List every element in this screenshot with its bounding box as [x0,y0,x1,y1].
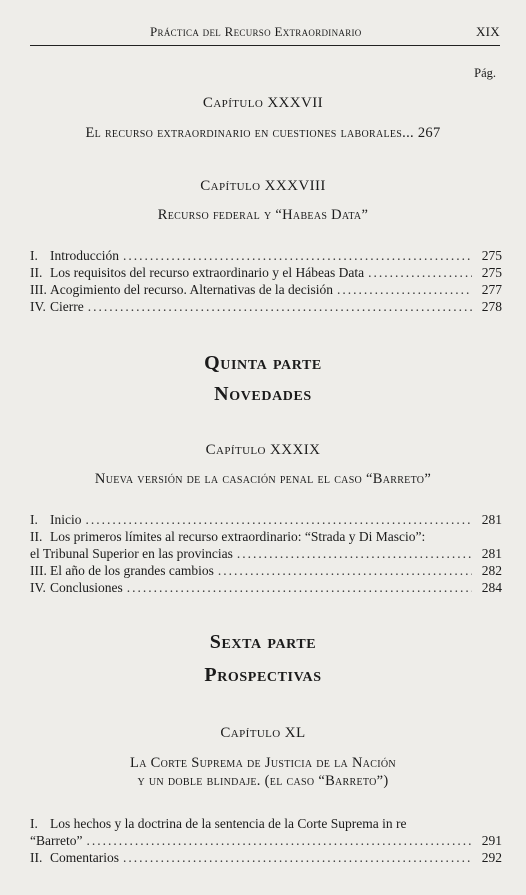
entry-page: 277 [481,282,502,297]
entry-title: Acogimiento del recurso. Alternativas de la decisión [50,282,334,297]
toc-entry [30,580,502,597]
entry-title-continuation: el Tribunal Superior en las provincias [30,546,233,561]
header-rule [30,45,500,46]
dot-leader [86,833,472,849]
pag-label: Pág. [474,66,496,80]
dot-leader [337,282,472,298]
entry-number: III. [30,563,47,578]
toc-entry [30,282,502,299]
entry-title: Los requisitos del recurso extraordinario y el Hábeas Data [50,265,365,280]
entry-title: Comentarios [50,850,119,865]
chapter-40-heading: Capítulo XL [220,725,306,741]
toc-entry-continuation [30,833,502,850]
entry-page: 278 [481,299,502,314]
chapter-38-heading: Capítulo XXXVIII [200,178,326,194]
part-6-subtitle: Prospectivas [204,664,322,686]
entry-page: 284 [481,580,502,595]
chapter-39-entries [30,512,502,597]
toc-entry [30,850,502,867]
entry-number: IV. [30,299,46,314]
entry-number: I. [30,816,38,831]
toc-entry [30,816,502,833]
toc-entry [30,529,502,546]
dot-leader [123,248,472,264]
dot-leader [237,546,472,562]
page-number: XIX [475,24,500,39]
entry-title: Los primeros límites al recurso extraordinario: “Strada y Di Mascio”: [50,529,426,544]
entry-number: II. [30,529,43,544]
toc-entry [30,563,502,580]
chapter-39-subject: Nueva versión de la casación penal el caso “Barreto” [94,471,432,487]
entry-title: Los hechos y la doctrina de la sentencia de la Corte Suprema in re [50,816,407,831]
entry-page: 292 [481,850,502,865]
entry-number: II. [30,850,43,865]
toc-entry [30,299,502,316]
chapter-37-subject: El recurso extraordinario en cuestiones laborales [85,125,403,141]
chapter-37-subject-line [0,124,526,142]
part-6-title: Sexta parte [209,631,317,653]
dot-leader [218,563,472,579]
dot-leader [368,265,472,281]
dot-leader [86,512,473,528]
chapter-39-heading: Capítulo XXXIX [205,442,321,458]
part-5-title: Quinta parte [204,352,322,374]
entry-title-continuation: “Barreto” [30,833,83,848]
toc-entry [30,265,502,282]
entry-title: Introducción [50,248,119,263]
part-5-subtitle: Novedades [214,383,312,405]
chapter-40-entries [30,816,502,867]
running-header [32,24,500,40]
chapter-40-subject-line-1: La Corte Suprema de Justicia de la Nación [130,755,396,771]
entry-page: 281 [481,546,502,561]
dot-leader [123,850,472,866]
entry-page: 275 [481,248,502,263]
chapter-37-dots: ... [402,125,414,141]
running-title: Práctica del Recurso Extraordinario [150,24,362,39]
chapter-38-entries [30,248,502,316]
entry-page: 275 [481,265,502,280]
toc-entry [30,248,502,265]
entry-title: Cierre [50,299,84,314]
entry-title: Conclusiones [50,580,123,595]
entry-number: IV. [30,580,46,595]
chapter-38-subject: Recurso federal y “Habeas Data” [157,207,369,223]
dot-leader [88,299,472,315]
entry-title: El año de los grandes cambios [50,563,214,578]
toc-entry [30,512,502,529]
entry-number: I. [30,248,38,263]
entry-number: I. [30,512,38,527]
entry-page: 281 [481,512,502,527]
entry-number: II. [30,265,43,280]
entry-title: Inicio [50,512,82,527]
chapter-40-subject-line-2: y un doble blindaje. (el caso “Barreto”) [137,773,389,789]
entry-number: III. [30,282,47,297]
dot-leader [127,580,472,596]
chapter-37-heading: Capítulo XXXVII [202,95,324,111]
entry-page: 282 [481,563,502,578]
toc-entry-continuation [30,546,502,563]
entry-page: 291 [481,833,502,848]
chapter-37-page: 267 [417,125,441,141]
